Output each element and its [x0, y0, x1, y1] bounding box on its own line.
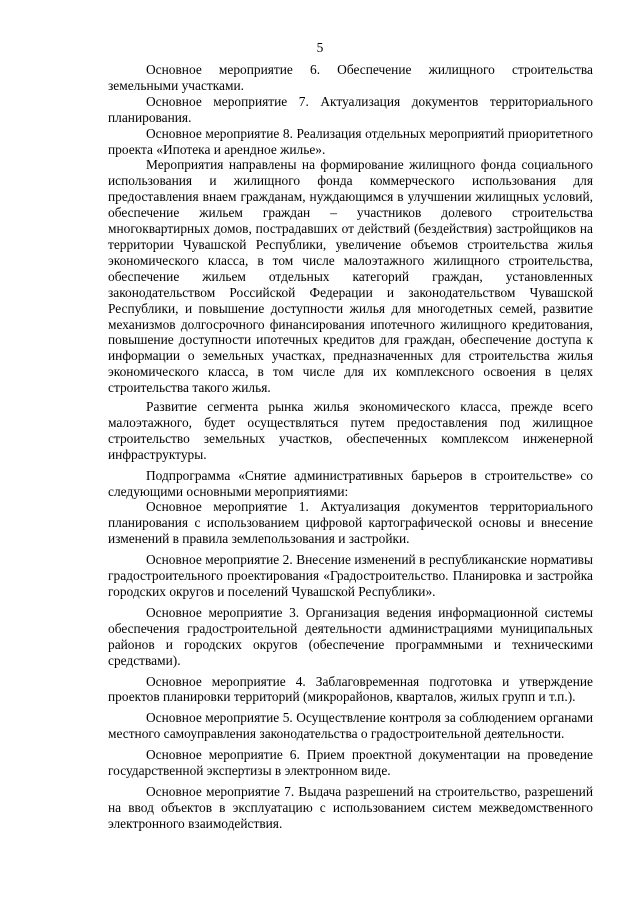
- paragraph-sub-measure-3: Основное мероприятие 3. Организация ведения информационной системы обеспечения градостроительной деятельности администрациями муниципальных районов и городских округов (обеспечение программными и техническими средствами).: [108, 604, 593, 668]
- paragraph-sub-measure-6: Основное мероприятие 6. Прием проектной документации на проведение государственной экспертизы в электронном виде.: [108, 747, 593, 779]
- paragraph-economy-segment: Развитие сегмента рынка жилья экономического класса, прежде всего малоэтажного, будет осуществляться путем предоставления под жилищное строительство земельных участков, обеспеченных комплексом инженерной инфраструктуры.: [108, 399, 593, 462]
- paragraph-sub-measure-1: Основное мероприятие 1. Актуализация документов территориального планирования с использованием цифровой картографической основы и внесение изменений в правила землепользования и застройки.: [108, 499, 593, 547]
- paragraph-measures-goals: Мероприятия направлены на формирование жилищного фонда социального использования и жилищного фонда коммерческого использования для предоставления внаем гражданам, нуждающимся в улучшении жилищных условий, обеспечение жильем граждан – участников долевого строительства многоквартирных домов, пострадавших от действий (бездействия) застройщиков на территории Чувашской Республики, увеличение объемов строительства жилья экономического класса, в том числе малоэтажного жилищного строительства, обеспечение жильем отдельных категорий граждан, установленных законодательством Российской Федерации и законодательством Чувашской Республики, и повышение доступности жилья для многодетных семей, развитие механизмов долгосрочного финансирования ипотечного жилищного кредитования, повышение доступности ипотечных кредитов для граждан, обеспечение доступа к информации о земельных участках, предназначенных для строительства жилья экономического класса, в том числе для их комплексного освоения в целях строительства такого жилья.: [108, 157, 593, 396]
- paragraph-sub-measure-4: Основное мероприятие 4. Заблаговременная подготовка и утверждение проектов планировки территорий (микрорайонов, кварталов, жилых групп и т.п.).: [108, 673, 593, 705]
- paragraph-sub-measure-5: Основное мероприятие 5. Осуществление контроля за соблюдением органами местного самоуправления законодательства о градостроительной деятельности.: [108, 710, 593, 742]
- document-body: [108, 62, 593, 832]
- paragraph-subprogram-title: Подпрограмма «Снятие административных барьеров в строительстве» со следующими основными мероприятиями:: [108, 467, 593, 499]
- paragraph-sub-measure-7: Основное мероприятие 7. Выдача разрешений на строительство, разрешений на ввод объектов в эксплуатацию с использованием систем межведомственного электронного взаимодействия.: [108, 783, 593, 831]
- paragraph-measure-8: Основное мероприятие 8. Реализация отдельных мероприятий приоритетного проекта «Ипотека и арендное жилье».: [108, 125, 593, 157]
- paragraph-measure-6: Основное мероприятие 6. Обеспечение жилищного строительства земельными участками.: [108, 62, 593, 93]
- paragraph-sub-measure-2: Основное мероприятие 2. Внесение изменений в республиканские нормативы градостроительного проектирования «Градостроительство. Планировка и застройка городских округов и поселений Чувашской Республики».: [108, 552, 593, 599]
- paragraph-measure-7: Основное мероприятие 7. Актуализация документов территориального планирования.: [108, 93, 593, 125]
- page-number: 5: [316, 40, 324, 55]
